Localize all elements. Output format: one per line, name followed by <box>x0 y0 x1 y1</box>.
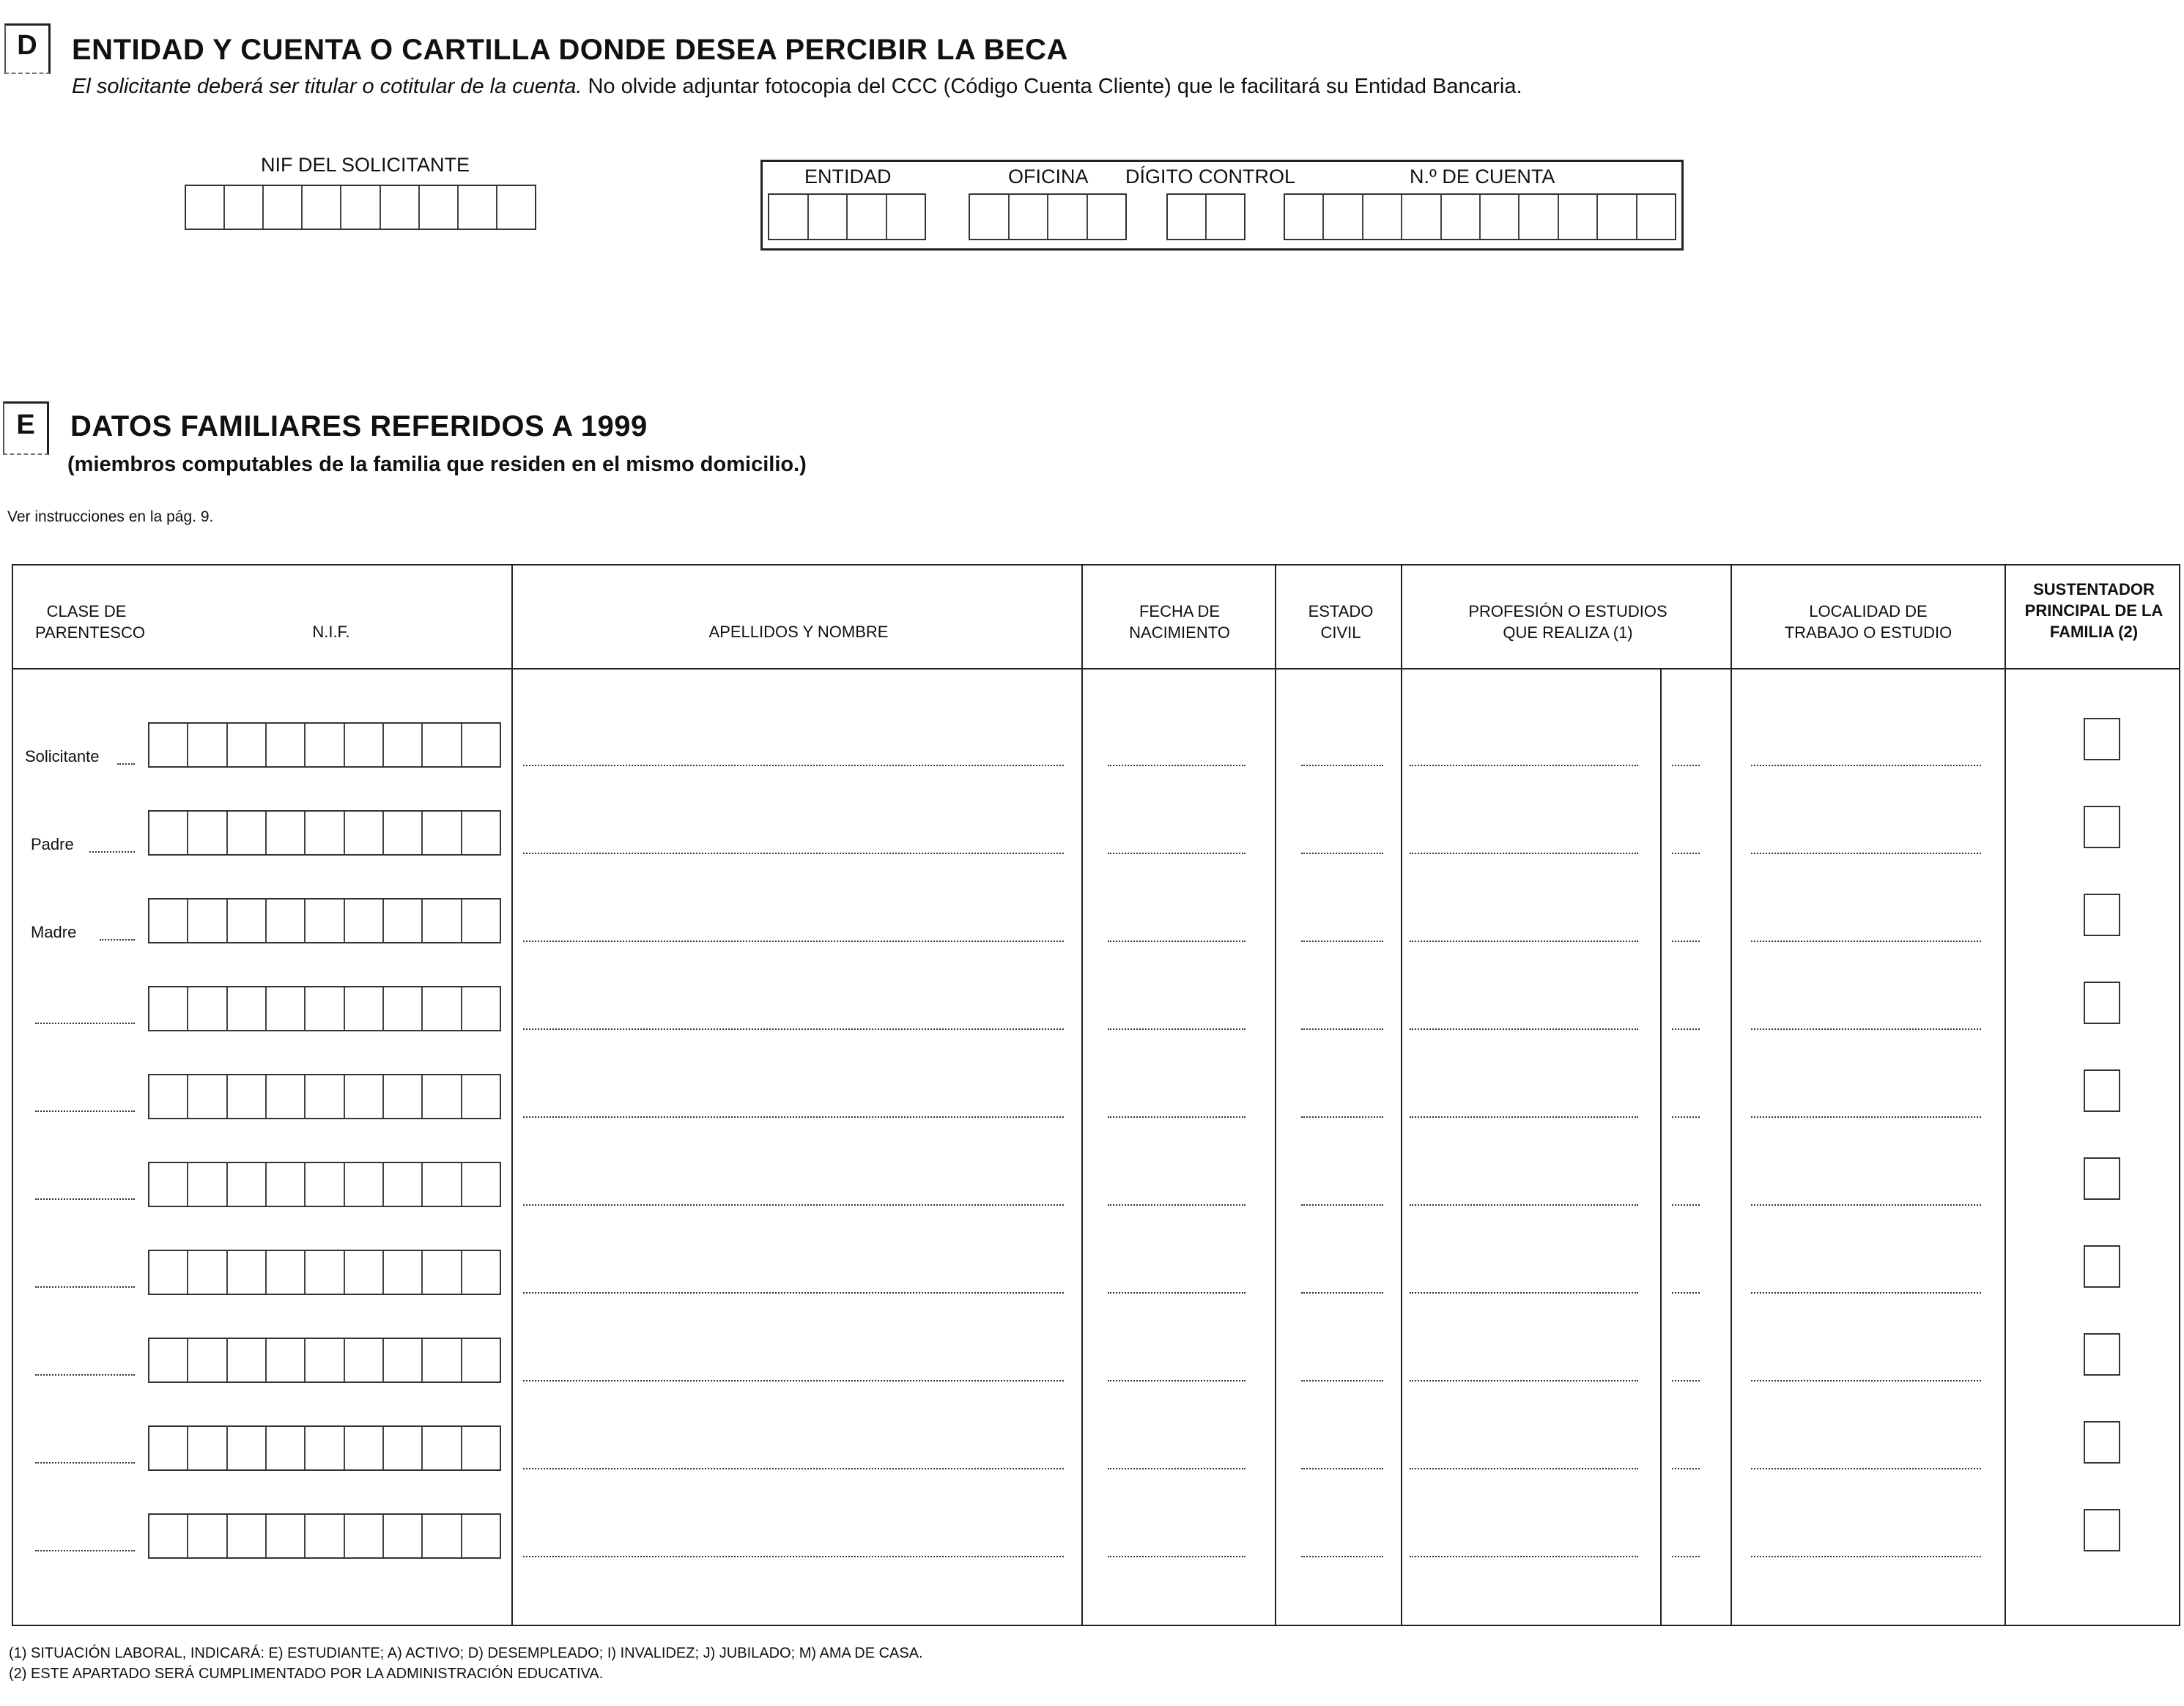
section-d-title: ENTIDAD Y CUENTA O CARTILLA DONDE DESEA PERCIBIR LA BECA <box>72 34 1068 66</box>
row-sustentador-checkbox[interactable] <box>2084 1157 2120 1200</box>
row-fecha-input[interactable] <box>1108 1292 1245 1294</box>
row-nif-input[interactable] <box>148 1513 501 1559</box>
row-nombre-input[interactable] <box>523 765 1064 766</box>
row-parentesco-input[interactable] <box>35 1023 135 1024</box>
bank-digito-label: DÍGITO CONTROL <box>1125 166 1296 188</box>
row-nif-input[interactable] <box>148 1338 501 1383</box>
row-nombre-input[interactable] <box>523 941 1064 942</box>
row-parentesco-input[interactable] <box>35 1550 135 1551</box>
header-localidad-line1: LOCALIDAD DE <box>1809 602 1928 620</box>
col-divider-profesion <box>1401 564 1402 1626</box>
row-profesion-input[interactable] <box>1410 765 1638 766</box>
row-estado-input[interactable] <box>1301 853 1383 854</box>
section-e-badge: E <box>3 401 49 455</box>
header-clase <box>35 601 145 643</box>
bank-oficina-input[interactable] <box>969 193 1127 240</box>
row-parentesco-input[interactable] <box>35 1374 135 1376</box>
header-localidad <box>1751 601 1985 643</box>
row-situacion-input[interactable] <box>1672 1380 1700 1382</box>
section-e-title: DATOS FAMILIARES REFERIDOS A 1999 <box>70 410 648 442</box>
row-nif-input[interactable] <box>148 1425 501 1471</box>
row-fecha-input[interactable] <box>1108 1204 1245 1206</box>
col-divider-sustentador <box>2005 564 2006 1626</box>
section-d-subtitle-regular: No olvide adjuntar fotocopia del CCC (Código Cuenta Cliente) que le facilitará su Entidad Bancaria. <box>582 75 1522 98</box>
row-profesion-input[interactable] <box>1410 1204 1638 1206</box>
row-parentesco-input[interactable] <box>35 1462 135 1464</box>
row-nif-input[interactable] <box>148 986 501 1031</box>
row-profesion-input[interactable] <box>1410 1116 1638 1118</box>
row-sustentador-checkbox[interactable] <box>2084 1245 2120 1288</box>
row-fecha-input[interactable] <box>1108 1380 1245 1382</box>
header-fecha-line1: FECHA DE <box>1139 602 1221 620</box>
row-situacion-input[interactable] <box>1672 1292 1700 1294</box>
row-estado-input[interactable] <box>1301 765 1383 766</box>
header-profesion-line1: PROFESIÓN O ESTUDIOS <box>1468 602 1667 620</box>
row-parentesco-dots <box>117 763 135 765</box>
row-sustentador-checkbox[interactable] <box>2084 1421 2120 1464</box>
row-fecha-input[interactable] <box>1108 941 1245 942</box>
row-situacion-input[interactable] <box>1672 765 1700 766</box>
header-divider <box>12 668 2180 670</box>
row-localidad-input[interactable] <box>1751 941 1981 942</box>
header-fecha <box>1099 601 1260 643</box>
header-sustentador-line3: FAMILIA (2) <box>2049 623 2139 641</box>
row-localidad-input[interactable] <box>1751 1292 1981 1294</box>
row-sustentador-checkbox[interactable] <box>2084 1509 2120 1551</box>
row-nif-input[interactable] <box>148 898 501 943</box>
row-estado-input[interactable] <box>1301 941 1383 942</box>
header-nif: N.I.F. <box>312 623 350 641</box>
row-localidad-input[interactable] <box>1751 853 1981 854</box>
row-estado-input[interactable] <box>1301 1116 1383 1118</box>
row-profesion-input[interactable] <box>1410 1556 1638 1557</box>
row-localidad-input[interactable] <box>1751 1116 1981 1118</box>
row-situacion-input[interactable] <box>1672 1116 1700 1118</box>
row-localidad-input[interactable] <box>1751 1204 1981 1206</box>
header-profesion-line2: QUE REALIZA (1) <box>1503 623 1633 642</box>
header-localidad-line2: TRABAJO O ESTUDIO <box>1784 623 1952 642</box>
header-sustentador <box>2007 579 2180 642</box>
row-fecha-input[interactable] <box>1108 1028 1245 1030</box>
row-nif-input[interactable] <box>148 1162 501 1207</box>
row-estado-input[interactable] <box>1301 1556 1383 1557</box>
bank-cuenta-label: N.º DE CUENTA <box>1410 166 1555 188</box>
header-clase-line2: PARENTESCO <box>35 623 145 642</box>
row-parentesco-label: Madre <box>31 923 77 941</box>
row-nombre-input[interactable] <box>523 1204 1064 1206</box>
header-profesion <box>1436 601 1700 643</box>
col-divider-nombre <box>511 564 513 1626</box>
header-nombre: APELLIDOS Y NOMBRE <box>708 623 889 641</box>
col-divider-fecha <box>1081 564 1083 1626</box>
row-nombre-input[interactable] <box>523 1468 1064 1469</box>
bank-oficina-label: OFICINA <box>1008 166 1089 188</box>
section-d-subtitle <box>72 75 1522 99</box>
row-profesion-input[interactable] <box>1410 1468 1638 1469</box>
row-sustentador-checkbox[interactable] <box>2084 1333 2120 1376</box>
row-fecha-input[interactable] <box>1108 1556 1245 1557</box>
row-profesion-input[interactable] <box>1410 1380 1638 1382</box>
row-estado-input[interactable] <box>1301 1204 1383 1206</box>
row-parentesco-input[interactable] <box>35 1198 135 1200</box>
col-divider-localidad <box>1730 564 1732 1626</box>
row-fecha-input[interactable] <box>1108 765 1245 766</box>
row-sustentador-checkbox[interactable] <box>2084 718 2120 760</box>
row-estado-input[interactable] <box>1301 1028 1383 1030</box>
section-e-subtitle: (miembros computables de la familia que residen en el mismo domicilio.) <box>67 453 807 476</box>
row-nombre-input[interactable] <box>523 1292 1064 1294</box>
row-fecha-input[interactable] <box>1108 1468 1245 1469</box>
row-profesion-input[interactable] <box>1410 853 1638 854</box>
instructions-note: Ver instrucciones en la pág. 9. <box>7 508 214 525</box>
header-sustentador-line2: PRINCIPAL DE LA <box>2024 601 2163 620</box>
row-nombre-input[interactable] <box>523 1116 1064 1118</box>
row-situacion-input[interactable] <box>1672 1468 1700 1469</box>
footnote-2: (2) ESTE APARTADO SERÁ CUMPLIMENTADO POR LA ADMINISTRACIÓN EDUCATIVA. <box>9 1666 604 1682</box>
row-localidad-input[interactable] <box>1751 1468 1981 1469</box>
row-situacion-input[interactable] <box>1672 1028 1700 1030</box>
row-situacion-input[interactable] <box>1672 941 1700 942</box>
nif-solicitante-label: NIF DEL SOLICITANTE <box>261 154 470 176</box>
row-sustentador-checkbox[interactable] <box>2084 982 2120 1024</box>
header-sustentador-line1: SUSTENTADOR <box>2033 580 2155 598</box>
header-clase-line1: CLASE DE <box>46 602 127 620</box>
row-nombre-input[interactable] <box>523 1028 1064 1030</box>
row-parentesco-input[interactable] <box>35 1110 135 1112</box>
row-parentesco-label: Solicitante <box>25 747 100 765</box>
footnote-1: (1) SITUACIÓN LABORAL, INDICARÁ: E) ESTUDIANTE; A) ACTIVO; D) DESEMPLEADO; I) INVALIDEZ; J) JUBILADO; M) AMA DE CASA. <box>9 1645 923 1661</box>
row-situacion-input[interactable] <box>1672 1556 1700 1557</box>
row-nif-input[interactable] <box>148 1250 501 1295</box>
row-estado-input[interactable] <box>1301 1380 1383 1382</box>
row-estado-input[interactable] <box>1301 1292 1383 1294</box>
row-parentesco-dots <box>100 939 135 941</box>
section-d-badge: D <box>4 23 51 74</box>
row-nombre-input[interactable] <box>523 853 1064 854</box>
col-divider-profesion-sub <box>1660 668 1662 1626</box>
row-sustentador-checkbox[interactable] <box>2084 806 2120 848</box>
row-fecha-input[interactable] <box>1108 1116 1245 1118</box>
row-nif-input[interactable] <box>148 1074 501 1119</box>
row-localidad-input[interactable] <box>1751 1028 1981 1030</box>
row-profesion-input[interactable] <box>1410 1292 1638 1294</box>
row-parentesco-dots <box>89 851 135 853</box>
bank-entidad-label: ENTIDAD <box>804 166 892 188</box>
row-localidad-input[interactable] <box>1751 1380 1981 1382</box>
section-d-subtitle-italic: El solicitante deberá ser titular o cotitular de la cuenta. <box>72 75 582 98</box>
row-situacion-input[interactable] <box>1672 853 1700 854</box>
row-sustentador-checkbox[interactable] <box>2084 894 2120 936</box>
row-profesion-input[interactable] <box>1410 1028 1638 1030</box>
row-nombre-input[interactable] <box>523 1380 1064 1382</box>
row-estado-input[interactable] <box>1301 1468 1383 1469</box>
row-fecha-input[interactable] <box>1108 853 1245 854</box>
row-localidad-input[interactable] <box>1751 1556 1981 1557</box>
bank-entidad-input[interactable] <box>768 193 926 240</box>
header-estado <box>1282 601 1399 643</box>
row-situacion-input[interactable] <box>1672 1204 1700 1206</box>
header-estado-line2: CIVIL <box>1320 623 1361 642</box>
bank-cuenta-input[interactable] <box>1284 193 1676 240</box>
row-nif-input[interactable] <box>148 722 501 768</box>
header-fecha-line2: NACIMIENTO <box>1129 623 1230 642</box>
row-sustentador-checkbox[interactable] <box>2084 1069 2120 1112</box>
bank-digito-input[interactable] <box>1166 193 1245 240</box>
nif-solicitante-input[interactable] <box>185 185 536 230</box>
row-nif-input[interactable] <box>148 810 501 856</box>
header-estado-line1: ESTADO <box>1308 602 1374 620</box>
row-nombre-input[interactable] <box>523 1556 1064 1557</box>
row-localidad-input[interactable] <box>1751 765 1981 766</box>
row-profesion-input[interactable] <box>1410 941 1638 942</box>
row-parentesco-input[interactable] <box>35 1286 135 1288</box>
row-parentesco-label: Padre <box>31 835 74 853</box>
col-divider-estado <box>1275 564 1276 1626</box>
